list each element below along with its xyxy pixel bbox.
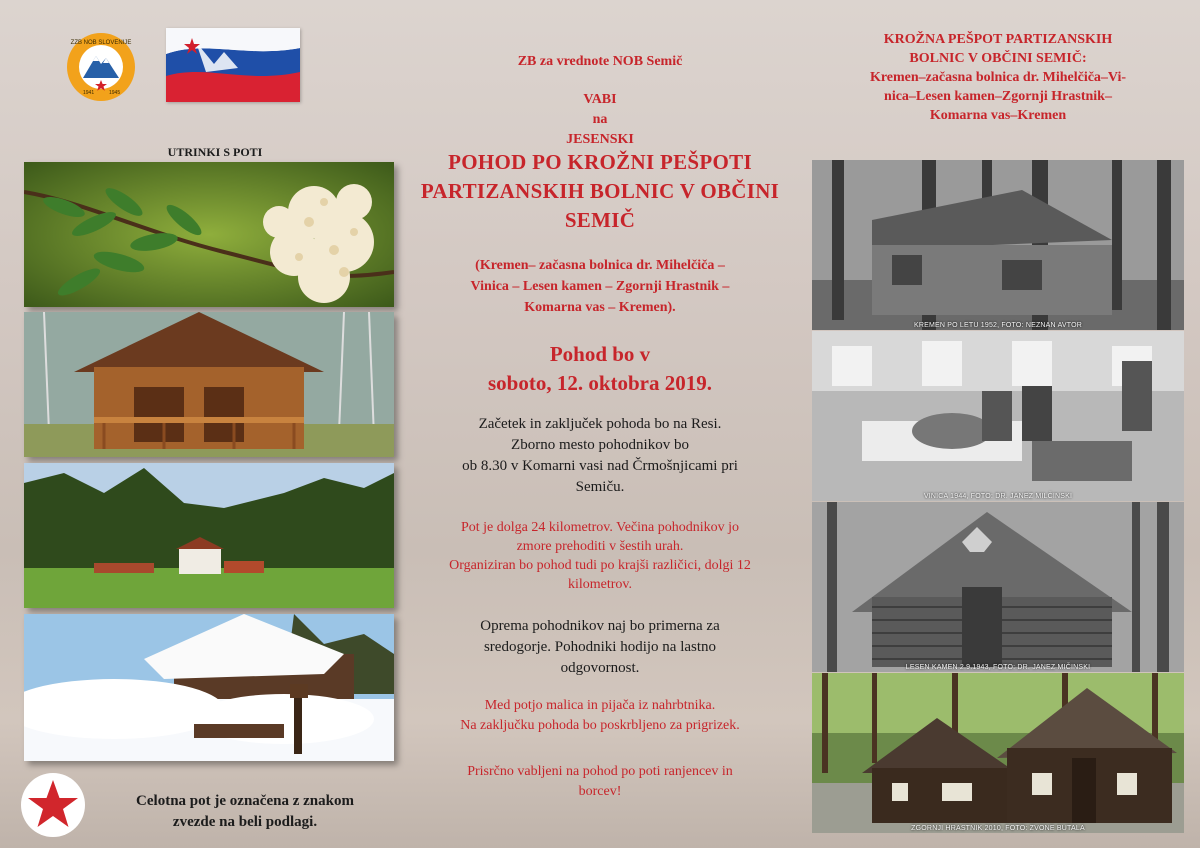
trail-title bbox=[812, 30, 1184, 125]
title-line: PARTIZANSKIH BOLNIC V OBČINI bbox=[420, 179, 780, 203]
event-date bbox=[410, 340, 790, 398]
trail-title-line: Komarna vas–Kremen bbox=[929, 108, 1067, 123]
start-line: ob 8.30 v Komarni vasi nad Črmošnjicami pri bbox=[462, 458, 738, 474]
distance-line: zmore prehoditi v šestih urah. bbox=[516, 539, 684, 554]
vabi-text: VABI bbox=[583, 92, 617, 107]
invite-line: Prisrčno vabljeni na pohod po poti ranjencev in bbox=[467, 764, 733, 779]
wooden-cabin-photo bbox=[24, 312, 394, 457]
photos-heading: UTRINKI S POTI bbox=[167, 145, 263, 159]
meeting-point-info bbox=[410, 414, 790, 498]
logo-text: ZZB NOB SLOVENIJE bbox=[70, 40, 132, 46]
photo-caption: VINICA 1944, FOTO: DR. JANEZ MILČINSKI bbox=[923, 493, 1073, 500]
food-info bbox=[410, 696, 790, 736]
trail-title-line: KROŽNA PEŠPOT PARTIZANSKIH bbox=[883, 32, 1113, 47]
route-line: Vinica – Lesen kamen – Zgornji Hrastnik – bbox=[470, 279, 730, 294]
route-description bbox=[410, 255, 790, 318]
invitation-header bbox=[410, 90, 790, 150]
invite-line: borcev! bbox=[578, 784, 622, 799]
gear-line: odgovornost. bbox=[560, 660, 640, 676]
title-line: SEMIČ bbox=[564, 208, 636, 232]
trail-title-line: BOLNIC V OBČINI SEMIČ: bbox=[909, 51, 1087, 66]
start-line: Semiču. bbox=[575, 479, 625, 495]
photo-caption: LESEN KAMEN 2.9.1943, FOTO: DR. JANEZ MIČINSKI bbox=[905, 664, 1091, 671]
na-text: na bbox=[592, 112, 608, 127]
photo-caption: ZGORNJI HRASTNIK 2010, FOTO: ZVONE BUTALA bbox=[911, 825, 1085, 832]
closing-invitation bbox=[410, 762, 790, 802]
distance-line: Organiziran bo pohod tudi po krajši različici, dolgi 12 bbox=[449, 558, 751, 573]
photo-caption: KREMEN PO LETU 1952, FOTO: NEZNAN AVTOR bbox=[913, 322, 1083, 329]
rowan-blossom-photo bbox=[24, 162, 394, 307]
food-line: Med potjo malica in pijača iz nahrbtnika. bbox=[484, 698, 716, 713]
logo-year-right: 1945 bbox=[109, 90, 121, 96]
red-star-trail-marker bbox=[20, 772, 86, 838]
marked-line: zvezde na beli podlagi. bbox=[172, 814, 318, 830]
trail-marking-note bbox=[90, 791, 400, 833]
equipment-info bbox=[410, 616, 790, 679]
jesenski-text: JESENSKI bbox=[566, 132, 634, 147]
gear-line: sredogorje. Pohodniki hodijo na lastno bbox=[483, 639, 717, 655]
trail-title-line: nica–Lesen kamen–Zgornji Hrastnik– bbox=[884, 89, 1112, 104]
event-title bbox=[410, 148, 790, 235]
gear-line: Oprema pohodnikov naj bo primerna za bbox=[480, 618, 720, 634]
meadow-house-photo bbox=[24, 463, 394, 608]
distance-line: kilometrov. bbox=[567, 577, 633, 592]
historic-photo-vinica bbox=[812, 331, 1184, 501]
snowy-cabin-photo bbox=[24, 614, 394, 761]
logo-year-left: 1941 bbox=[83, 90, 95, 96]
route-line: (Kremen– začasna bolnica dr. Mihelčiča – bbox=[475, 258, 725, 273]
marked-line: Celotna pot je označena z znakom bbox=[136, 793, 354, 809]
distance-line: Pot je dolga 24 kilometrov. Večina pohodnikov jo bbox=[460, 520, 740, 535]
title-line: POHOD PO KROŽNI PEŠPOTI bbox=[448, 150, 752, 174]
date-line: Pohod bo v bbox=[549, 342, 651, 366]
food-line: Na zaključku pohoda bo poskrbljeno za prigrizek. bbox=[460, 718, 740, 733]
date-line: soboto, 12. oktobra 2019. bbox=[487, 371, 713, 395]
start-line: Zborno mesto pohodnikov bo bbox=[511, 437, 689, 453]
trail-title-line: Kremen–začasna bolnica dr. Mihelčiča–Vi- bbox=[869, 70, 1127, 85]
historic-photo-kremen bbox=[812, 160, 1184, 330]
zzb-nob-logo bbox=[66, 32, 136, 102]
historic-photo-lesen-kamen bbox=[812, 502, 1184, 672]
distance-info bbox=[410, 518, 790, 594]
organizer: ZB za vrednote NOB Semič bbox=[517, 54, 683, 69]
route-line: Komarna vas – Kremen). bbox=[524, 300, 676, 315]
start-line: Začetek in zaključek pohoda bo na Resi. bbox=[478, 416, 722, 432]
slovenian-partisan-flag bbox=[166, 28, 300, 102]
photo-zgornji-hrastnik bbox=[812, 673, 1184, 833]
